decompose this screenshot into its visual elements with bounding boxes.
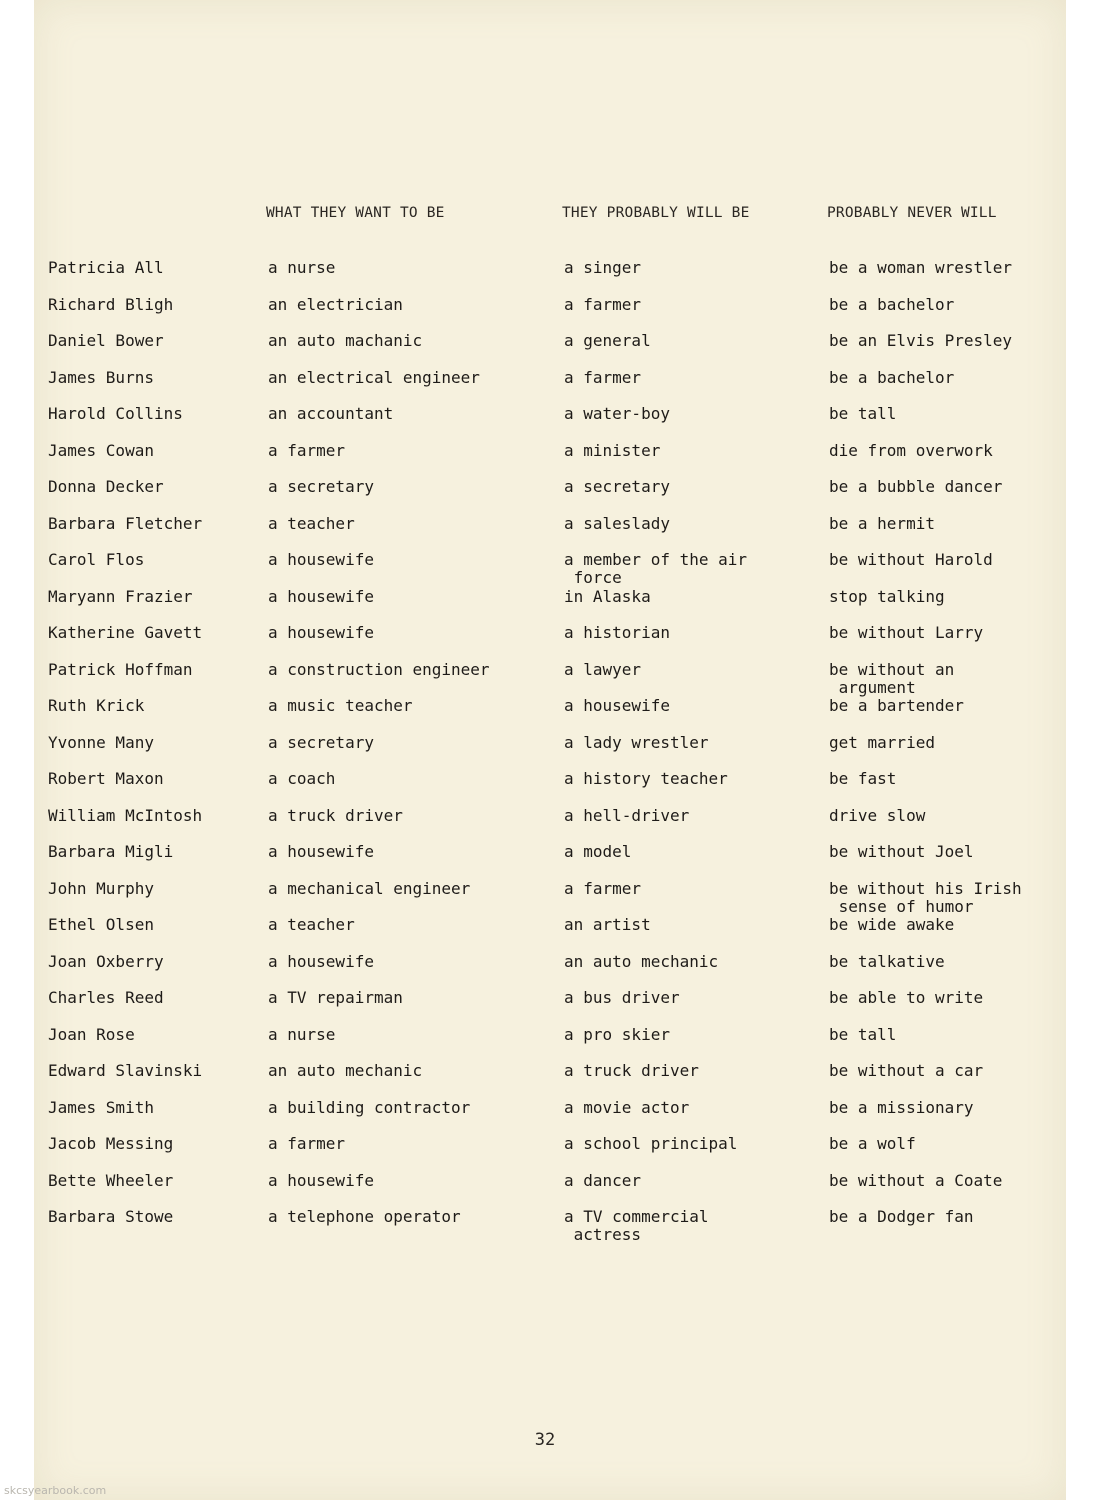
watermark: skcsyearbook.com	[4, 1484, 107, 1497]
cell-want: a teacher	[268, 915, 355, 934]
cell-want: an electrician	[268, 294, 403, 314]
table-row	[0, 624, 1100, 661]
table-row	[0, 1026, 1100, 1063]
table-row	[0, 369, 1100, 406]
cell-probably: a housewife	[564, 696, 670, 715]
cell-probably: a movie actor	[564, 1097, 690, 1117]
cell-name: Donna Decker	[48, 477, 164, 496]
cell-want: a farmer	[268, 1134, 346, 1153]
cell-name: Barbara Migli	[48, 842, 174, 861]
cell-never: be a wolf	[829, 1134, 916, 1153]
cell-want: a housewife	[268, 586, 374, 606]
table-row	[0, 1172, 1100, 1209]
cell-name: Robert Maxon	[48, 769, 164, 788]
cell-probably: a water-boy	[564, 404, 670, 423]
cell-never: stop talking	[829, 586, 945, 606]
cell-never: be without his Irish sense of humor	[829, 878, 1022, 916]
table-row	[0, 478, 1100, 515]
cell-want: a teacher	[268, 513, 355, 533]
cell-want: a housewife	[268, 842, 374, 861]
cell-want: a coach	[268, 769, 336, 788]
table-row	[0, 296, 1100, 333]
cell-want: a housewife	[268, 951, 374, 971]
cell-probably: a model	[564, 842, 632, 861]
cell-probably: a member of the air force	[564, 550, 748, 587]
cell-name: James Cowan	[48, 440, 154, 460]
cell-want: an auto mechanic	[268, 1061, 423, 1080]
cell-never: be without a Coate	[829, 1170, 1003, 1190]
cell-want: a telephone operator	[268, 1207, 461, 1226]
cell-want: a farmer	[268, 440, 346, 460]
cell-name: Ruth Krick	[48, 696, 145, 715]
cell-name: Patrick Hoffman	[48, 659, 193, 679]
cell-probably: a historian	[564, 623, 670, 642]
cell-never: be tall	[829, 1024, 897, 1044]
cell-name: Joan Rose	[48, 1024, 135, 1044]
table-row	[0, 259, 1100, 296]
table-row	[0, 770, 1100, 807]
table-row	[0, 697, 1100, 734]
table-row	[0, 1062, 1100, 1099]
table-row	[0, 332, 1100, 369]
cell-probably: a farmer	[564, 294, 642, 314]
cell-name: Jacob Messing	[48, 1134, 174, 1153]
page-number: 32	[534, 1430, 556, 1450]
cell-name: Yvonne Many	[48, 732, 154, 752]
cell-never: be a bartender	[829, 696, 964, 715]
table-row	[0, 880, 1100, 917]
table-row	[0, 953, 1100, 990]
cell-name: Barbara Stowe	[48, 1207, 174, 1226]
cell-never: get married	[829, 732, 935, 752]
table-row	[0, 843, 1100, 880]
cell-name: Barbara Fletcher	[48, 513, 203, 533]
cell-never: be talkative	[829, 951, 945, 971]
table-row	[0, 551, 1100, 588]
cell-name: John Murphy	[48, 878, 154, 898]
cell-want: a nurse	[268, 1024, 336, 1044]
cell-probably: an auto mechanic	[564, 951, 719, 971]
cell-probably: a TV commercial actress	[564, 1207, 709, 1244]
cell-want: a construction engineer	[268, 659, 490, 679]
cell-want: an electrical engineer	[268, 367, 480, 387]
header-probably: THEY PROBABLY WILL BE	[562, 205, 750, 221]
cell-never: be a missionary	[829, 1097, 974, 1117]
cell-want: an accountant	[268, 404, 394, 423]
cell-probably: a school principal	[564, 1134, 738, 1153]
cell-never: be wide awake	[829, 915, 955, 934]
table-row	[0, 734, 1100, 771]
cell-name: William McIntosh	[48, 805, 203, 825]
cell-name: Richard Bligh	[48, 294, 174, 314]
cell-probably: a lawyer	[564, 659, 642, 679]
cell-probably: a hell-driver	[564, 805, 690, 825]
table-row	[0, 1099, 1100, 1136]
cell-probably: a secretary	[564, 477, 670, 496]
cell-probably: a general	[564, 331, 651, 350]
table-row	[0, 1135, 1100, 1172]
cell-name: Harold Collins	[48, 404, 183, 423]
cell-probably: a pro skier	[564, 1024, 670, 1044]
cell-probably: a saleslady	[564, 513, 670, 533]
cell-probably: a minister	[564, 440, 661, 460]
cell-name: Daniel Bower	[48, 331, 164, 350]
cell-probably: a singer	[564, 258, 642, 277]
cell-name: Edward Slavinski	[48, 1061, 203, 1080]
cell-want: a truck driver	[268, 805, 403, 825]
cell-never: be without a car	[829, 1061, 984, 1080]
cell-name: Joan Oxberry	[48, 951, 164, 971]
cell-want: a secretary	[268, 732, 374, 752]
cell-probably: a farmer	[564, 878, 642, 898]
header-never: PROBABLY NEVER WILL	[827, 205, 997, 221]
cell-probably: a history teacher	[564, 769, 728, 788]
cell-probably: a truck driver	[564, 1061, 699, 1080]
table-row	[0, 989, 1100, 1026]
cell-never: die from overwork	[829, 440, 993, 460]
cell-probably: a lady wrestler	[564, 732, 709, 752]
cell-never: be a hermit	[829, 513, 935, 533]
table-row	[0, 807, 1100, 844]
cell-name: Patricia All	[48, 258, 164, 277]
cell-name: James Smith	[48, 1097, 154, 1117]
cell-never: be a woman wrestler	[829, 258, 1013, 277]
table-row	[0, 661, 1100, 698]
cell-never: be a Dodger fan	[829, 1207, 974, 1226]
cell-want: a secretary	[268, 477, 374, 496]
table-row	[0, 442, 1100, 479]
cell-probably: a dancer	[564, 1170, 642, 1190]
cell-name: Maryann Frazier	[48, 586, 193, 606]
cell-want: a mechanical engineer	[268, 878, 471, 898]
cell-never: be a bubble dancer	[829, 477, 1003, 496]
cell-probably: a farmer	[564, 367, 642, 387]
cell-name: Ethel Olsen	[48, 915, 154, 934]
column-headers	[0, 205, 1100, 225]
cell-never: be able to write	[829, 988, 984, 1007]
cell-want: a TV repairman	[268, 988, 403, 1007]
cell-want: a nurse	[268, 258, 336, 277]
table-row	[0, 405, 1100, 442]
cell-name: Katherine Gavett	[48, 623, 203, 642]
cell-never: drive slow	[829, 805, 926, 825]
cell-never: be tall	[829, 404, 897, 423]
cell-never: be without Harold	[829, 550, 993, 569]
cell-never: be without an argument	[829, 659, 955, 697]
table-row	[0, 515, 1100, 552]
cell-never: be a bachelor	[829, 367, 955, 387]
cell-want: a building contractor	[268, 1097, 471, 1117]
cell-name: Bette Wheeler	[48, 1170, 174, 1190]
cell-never: be fast	[829, 769, 897, 788]
cell-want: a housewife	[268, 1170, 374, 1190]
table-row	[0, 1208, 1100, 1245]
cell-probably: a bus driver	[564, 988, 680, 1007]
table-row	[0, 916, 1100, 953]
cell-name: Charles Reed	[48, 988, 164, 1007]
cell-never: be without Joel	[829, 842, 974, 861]
cell-want: an auto machanic	[268, 331, 423, 350]
student-table	[0, 259, 1100, 1245]
cell-never: be without Larry	[829, 623, 984, 642]
cell-want: a music teacher	[268, 696, 413, 715]
cell-never: be a bachelor	[829, 294, 955, 314]
cell-never: be an Elvis Presley	[829, 331, 1013, 350]
cell-name: Carol Flos	[48, 550, 145, 569]
cell-probably: in Alaska	[564, 586, 651, 606]
cell-want: a housewife	[268, 623, 374, 642]
cell-name: James Burns	[48, 367, 154, 387]
table-row	[0, 588, 1100, 625]
cell-probably: an artist	[564, 915, 651, 934]
header-want: WHAT THEY WANT TO BE	[266, 205, 445, 221]
cell-want: a housewife	[268, 550, 374, 569]
